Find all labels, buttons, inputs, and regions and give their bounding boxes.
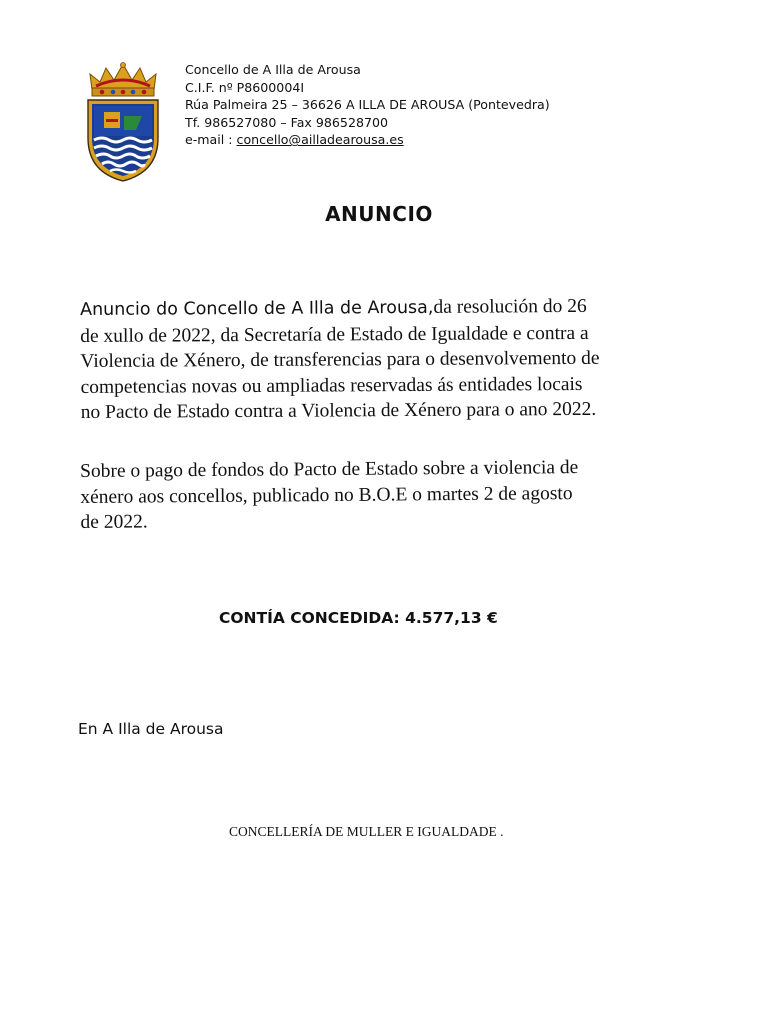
email-label: e-mail : (185, 132, 237, 148)
paragraph-line (80, 293, 700, 323)
paragraph-line: no Pacto de Estado contra a Violencia de Xénero para o ano 2022. (80, 398, 597, 423)
paragraph-line: xénero aos concellos, publicado no B.O.E o martes 2 de agosto (80, 482, 573, 508)
org-name: Concello de A Illa de Arousa (185, 62, 361, 77)
paragraph-resolution (80, 293, 701, 425)
phone-fax: Tf. 986527080 – Fax 986528700 (185, 114, 389, 130)
paragraph-payment (80, 454, 701, 535)
letterhead (185, 61, 550, 149)
paragraph-line-text: da resolución do 26 (433, 295, 587, 318)
page-title: ANUNCIO (325, 202, 433, 226)
paragraph-line: Violencia de Xénero, de transferencias para o desenvolvemento de (80, 347, 600, 372)
paragraph-lead: Anuncio do Concello de A Illa de Arousa, (80, 297, 434, 320)
paragraph-line: Sobre o pago de fondos do Pacto de Estado sobre a violencia de (80, 457, 579, 482)
address: Rúa Palmeira 25 – 36626 A ILLA DE AROUSA (Pontevedra) (185, 97, 550, 113)
email-line (185, 131, 550, 149)
cif-number: C.I.F. nº P8600004I (185, 79, 305, 95)
paragraph-line: de xullo de 2022, da Secretaría de Estado de Igualdade e contra a (80, 322, 589, 347)
department-signature: CONCELLERÍA DE MULLER E IGUALDADE . (229, 824, 504, 839)
coat-of-arms-icon (80, 60, 166, 184)
granted-amount: CONTÍA CONCEDIDA: 4.577,13 € (219, 609, 498, 627)
paragraph-line: competencias novas ou ampliadas reservadas ás entidades locais (80, 373, 583, 398)
email-link[interactable]: concello@ailladearousa.es (236, 132, 404, 148)
paragraph-line: de 2022. (80, 511, 148, 533)
place-line: En A Illa de Arousa (78, 720, 224, 738)
crown-icon (90, 63, 156, 97)
